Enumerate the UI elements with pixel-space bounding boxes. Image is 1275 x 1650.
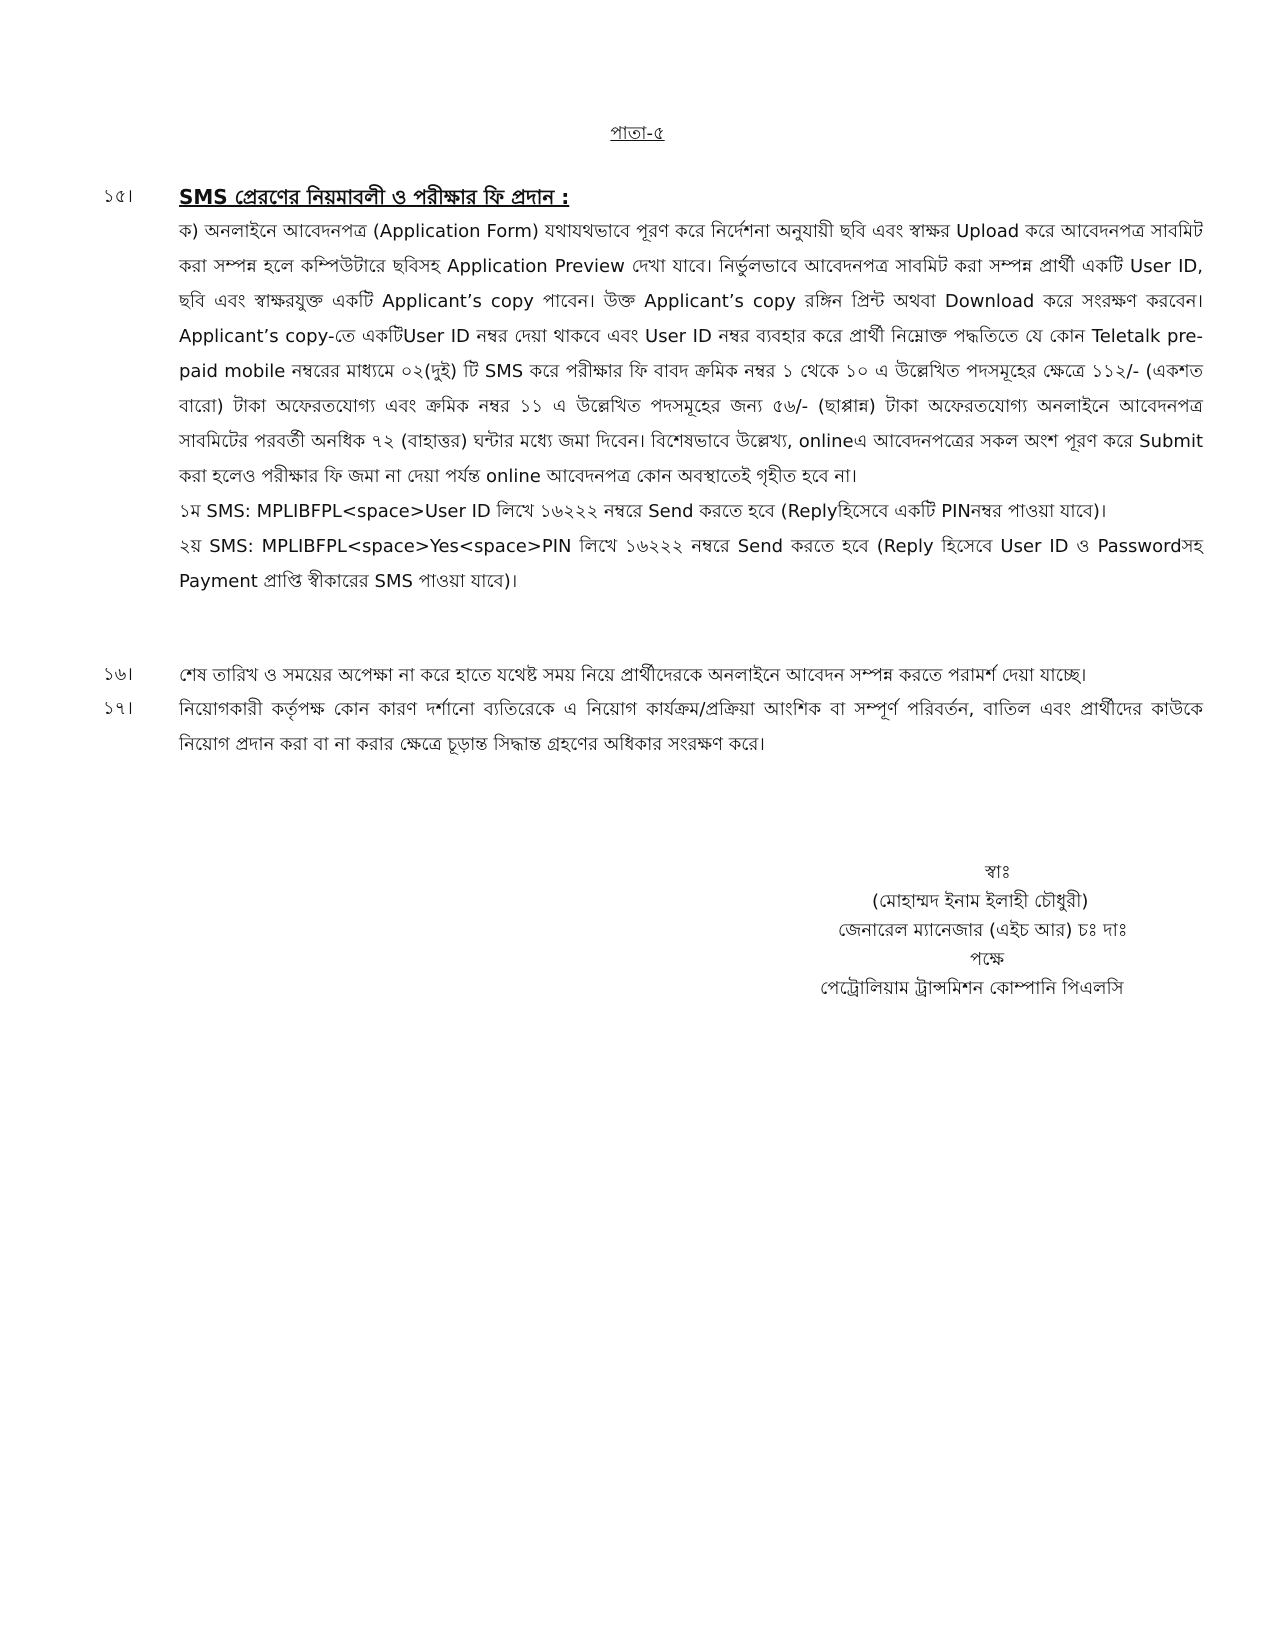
section-16-text: শেষ তারিখ ও সময়ের অপেক্ষা না করে হাতে যথেষ্ট সময় নিয়ে প্রার্থীদেরকে অনলাইনে আবেদন সম্পন্ন করতে পরামর্শ দেয়া যাচ্ছে।: [179, 665, 1087, 686]
section-16-number: ১৬।: [103, 664, 133, 685]
signature-sign: স্বাঃ: [985, 862, 1011, 883]
signatory-company: পেট্রোলিয়াম ট্রান্সমিশন কোম্পানি পিএলসি: [820, 978, 1124, 999]
page-number-text: পাতা-৫: [610, 123, 665, 144]
section-17-number: ১৭।: [103, 698, 133, 719]
section-15: [103, 180, 1203, 650]
section-15-paragraph-a: ক) অনলাইনে আবেদনপত্র (Application Form) যথাযথভাবে পূরণ করে নির্দেশনা অনুযায়ী ছবি এবং স্বাক্ষর Upload করে আবেদনপত্র সাবমিট করা সম্পন্ন হলে কম্পিউটারে ছবিসহ Application Preview দেখা যাবে। নির্ভুলভাবে আবেদনপত্র সাবমিট করা সম্পন্ন প্রার্থী একটি User ID, ছবি এবং স্বাক্ষরযুক্ত একটি Applicant’s copy পাবেন। উক্ত Applicant’s copy রঙ্গিন প্রিন্ট অথবা Download করে সংরক্ষণ করবেন। Applicant’s copy-তে একটিUser ID নম্বর দেয়া থাকবে এবং User ID নম্বর ব্যবহার করে প্রার্থী নিম্নোক্ত পদ্ধতিতে যে কোন Teletalk pre-paid mobile নম্বরের মাধ্যমে ০২(দুই) টি SMS করে পরীক্ষার ফি বাবদ ক্রমিক নম্বর ১ থেকে ১০ এ উল্লেখিত পদসমূহের ক্ষেত্রে ১১২/- (একশত বারো) টাকা অফেরতযোগ্য এবং ক্রমিক নম্বর ১১ এ উল্লেখিত পদসমূহের জন্য ৫৬/- (ছাপ্পান্ন) টাকা অফেরতযোগ্য অনলাইনে আবেদনপত্র সাবমিটের পরবর্তী অনধিক ৭২ (বাহাত্তর) ঘন্টার মধ্যে জমা দিবেন। বিশেষভাবে উল্লেখ্য, onlineএ আবেদনপত্রের সকল অংশ পূরণ করে Submit করা হলেও পরীক্ষার ফি জমা না দেয়া পর্যন্ত online আবেদনপত্র কোন অবস্থাতেই গৃহীত হবে না।: [179, 221, 1203, 487]
section-16: [103, 658, 1203, 692]
page-number: [0, 120, 1275, 148]
sms-instruction-2: ২য় SMS: MPLIBFPL<space>Yes<space>PIN লিখে ১৬২২২ নম্বরে Send করতে হবে (Reply হিসেবে User ID ও Passwordসহ Payment প্রাপ্তি স্বীকারের SMS পাওয়া যাবে)।: [179, 536, 1203, 592]
section-15-body: [179, 180, 1203, 599]
section-15-number: ১৫।: [103, 186, 133, 207]
signatory-behalf: পক্ষে: [970, 949, 1005, 970]
sms-instruction-1: ১ম SMS: MPLIBFPL<space>User ID লিখে ১৬২২২ নম্বরে Send করতে হবে (Replyহিসেবে একটি PINনম্বর পাওয়া যাবে)।: [179, 501, 1107, 522]
signature-block: [820, 858, 1200, 1003]
section-17: [103, 692, 1203, 762]
section-15-heading: SMS প্রেরণের নিয়মাবলী ও পরীক্ষার ফি প্রদান :: [179, 185, 570, 209]
section-17-text: নিয়োগকারী কর্তৃপক্ষ কোন কারণ দর্শানো ব্যতিরেকে এ নিয়োগ কার্যক্রম/প্রক্রিয়া আংশিক বা সম্পূর্ণ পরিবর্তন, বাতিল এবং প্রার্থীদের কাউকে নিয়োগ প্রদান করা বা না করার ক্ষেত্রে চূড়ান্ত সিদ্ধান্ত গ্রহণের অধিকার সংরক্ষণ করে।: [179, 699, 1203, 755]
signatory-name: (মোহাম্মদ ইনাম ইলাহী চৌধুরী): [872, 891, 1089, 912]
signatory-designation: জেনারেল ম্যানেজার (এইচ আর) চঃ দাঃ: [838, 920, 1128, 941]
